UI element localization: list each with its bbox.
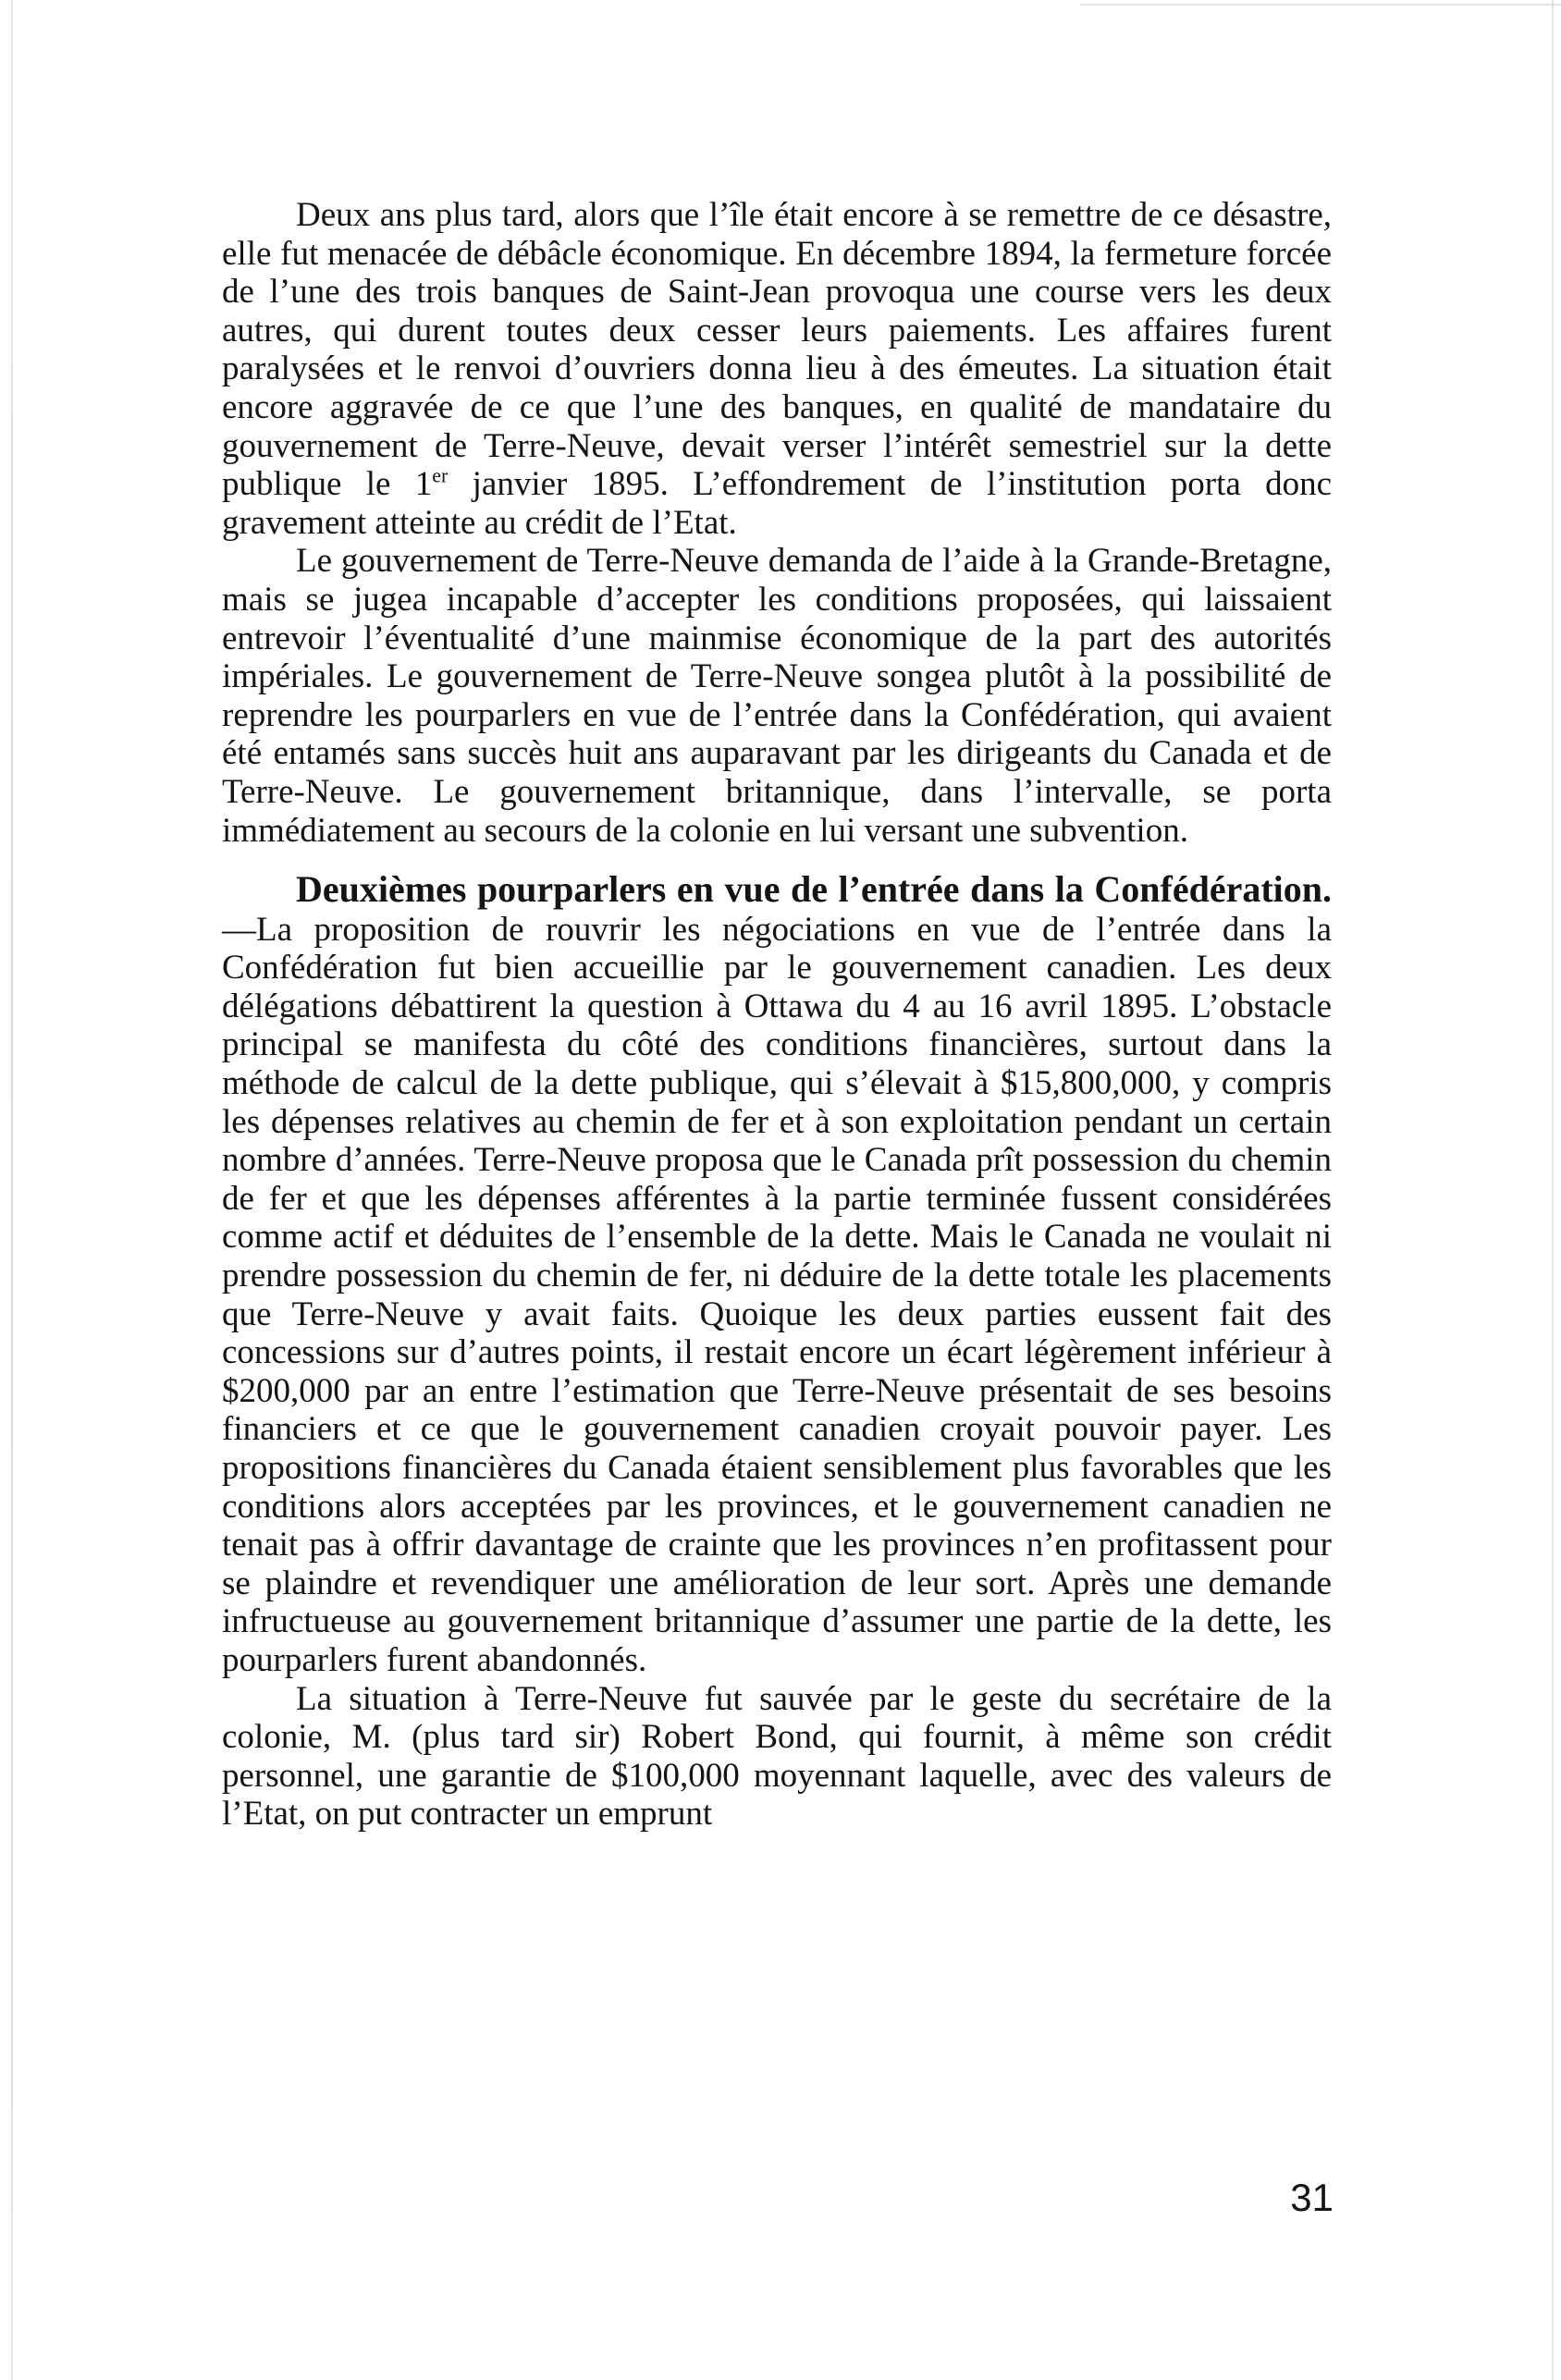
paragraph-1-superscript: er — [432, 463, 449, 487]
paragraph-3 — [222, 870, 1332, 1679]
paragraph-4 — [222, 1680, 1332, 1834]
paragraph-2-text: Le gouvernement de Terre-Neuve demanda de l’aide à la Grande-Bretagne, mais se jugea incapable d’accepter les conditions proposées, qui laissaient entrevoir l’éventualité d’une mainmise économique de la part des autorités impériales. Le gouvernement de Terre-Neuve songea plutôt à la possibilité de reprendre les pourparlers en vue de l’entrée dans la Confédération, qui avaient été entamés sans succès huit ans auparavant par les dirigeants du Canada et de Terre-Neuve. Le gouvernement britannique, dans l’intervalle, se porta immédiatement au secours de la colonie en lui versant une subvention. — [222, 542, 1332, 850]
paragraph-1-text-after: janvier 1895. L’effondrement de l’institution porta donc gravement atteinte au crédit de l’Etat. — [222, 465, 1333, 542]
paragraph-4-text: La situation à Terre-Neuve fut sauvée par le geste du secrétaire de la colonie, M. (plus tard sir) Robert Bond, qui fournit, à même son crédit personnel, une garantie de $100,000 moyennant laquelle, avec des valeurs de l’Etat, on put contracter un emprunt — [222, 1679, 1332, 1834]
page-number: 31 — [1290, 2176, 1334, 2219]
section-heading: Deuxièmes pourparlers en vue de l’entrée dans la Confédération. — [296, 868, 1332, 911]
scan-edge-left — [11, 0, 13, 2380]
paragraph-1-text: Deux ans plus tard, alors que l’île était encore à se remettre de ce désastre, elle fut menacée de débâcle économique. En décembre 1894, la fermeture forcée de l’une des trois banques de Saint-Jean provoqua une course vers les deux autres, qui durent toutes deux cesser leurs paiements. Les affaires furent paralysées et le renvoi d’ouvriers donna lieu à des émeutes. La situation était encore aggravée de ce que l’une des banques, en qualité de mandataire du gouvernement de Terre-Neuve, devait verser l’intérêt semestriel sur la dette publique le 1 — [222, 196, 1332, 504]
paragraph-3-text: —La proposition de rouvrir les négociations en vue de l’entrée dans la Confédération fut bien accueillie par le gouvernement canadien. Les deux délégations débattirent la question à Ottawa du 4 au 16 avril 1895. L’obstacle principal se manifesta du côté des conditions financières, surtout dans la méthode de calcul de la dette publique, qui s’élevait à $15,800,000, y compris les dépenses relatives au chemin de fer et à son exploitation pendant un certain nombre d’années. Terre-Neuve proposa que le Canada prît possession du chemin de fer et que les dépenses afférentes à la partie terminée fussent considérées comme actif et déduites de l’ensemble de la dette. Mais le Canada ne voulait ni prendre possession du chemin de fer, ni déduire de la dette totale les placements que Terre-Neuve y avait faits. Quoique les deux parties eussent fait des concessions sur d’autres points, il restait encore un écart légèrement inférieur à $200,000 par an entre l’estimation que Terre-Neuve présentait de ses besoins financiers et ce que le gouvernement canadien croyait pouvoir payer. Les propositions financières du Canada étaient sensiblement plus favorables que les conditions alors acceptées par les provinces, et le gouvernement canadien ne tenait pas à offrir davantage de crainte que les provinces n’en profitassent pour se plaindre et revendiquer une amélioration de leur sort. Après une demande infructueuse au gouvernement britannique d’assumer une partie de la dette, les pourparlers furent abandonnés. — [222, 910, 1332, 1679]
body-text — [222, 196, 1332, 1834]
scan-edge-top — [1080, 4, 1561, 6]
scan-edge-right — [1552, 0, 1554, 2380]
paragraph-1 — [222, 196, 1332, 542]
paragraph-2 — [222, 542, 1332, 850]
